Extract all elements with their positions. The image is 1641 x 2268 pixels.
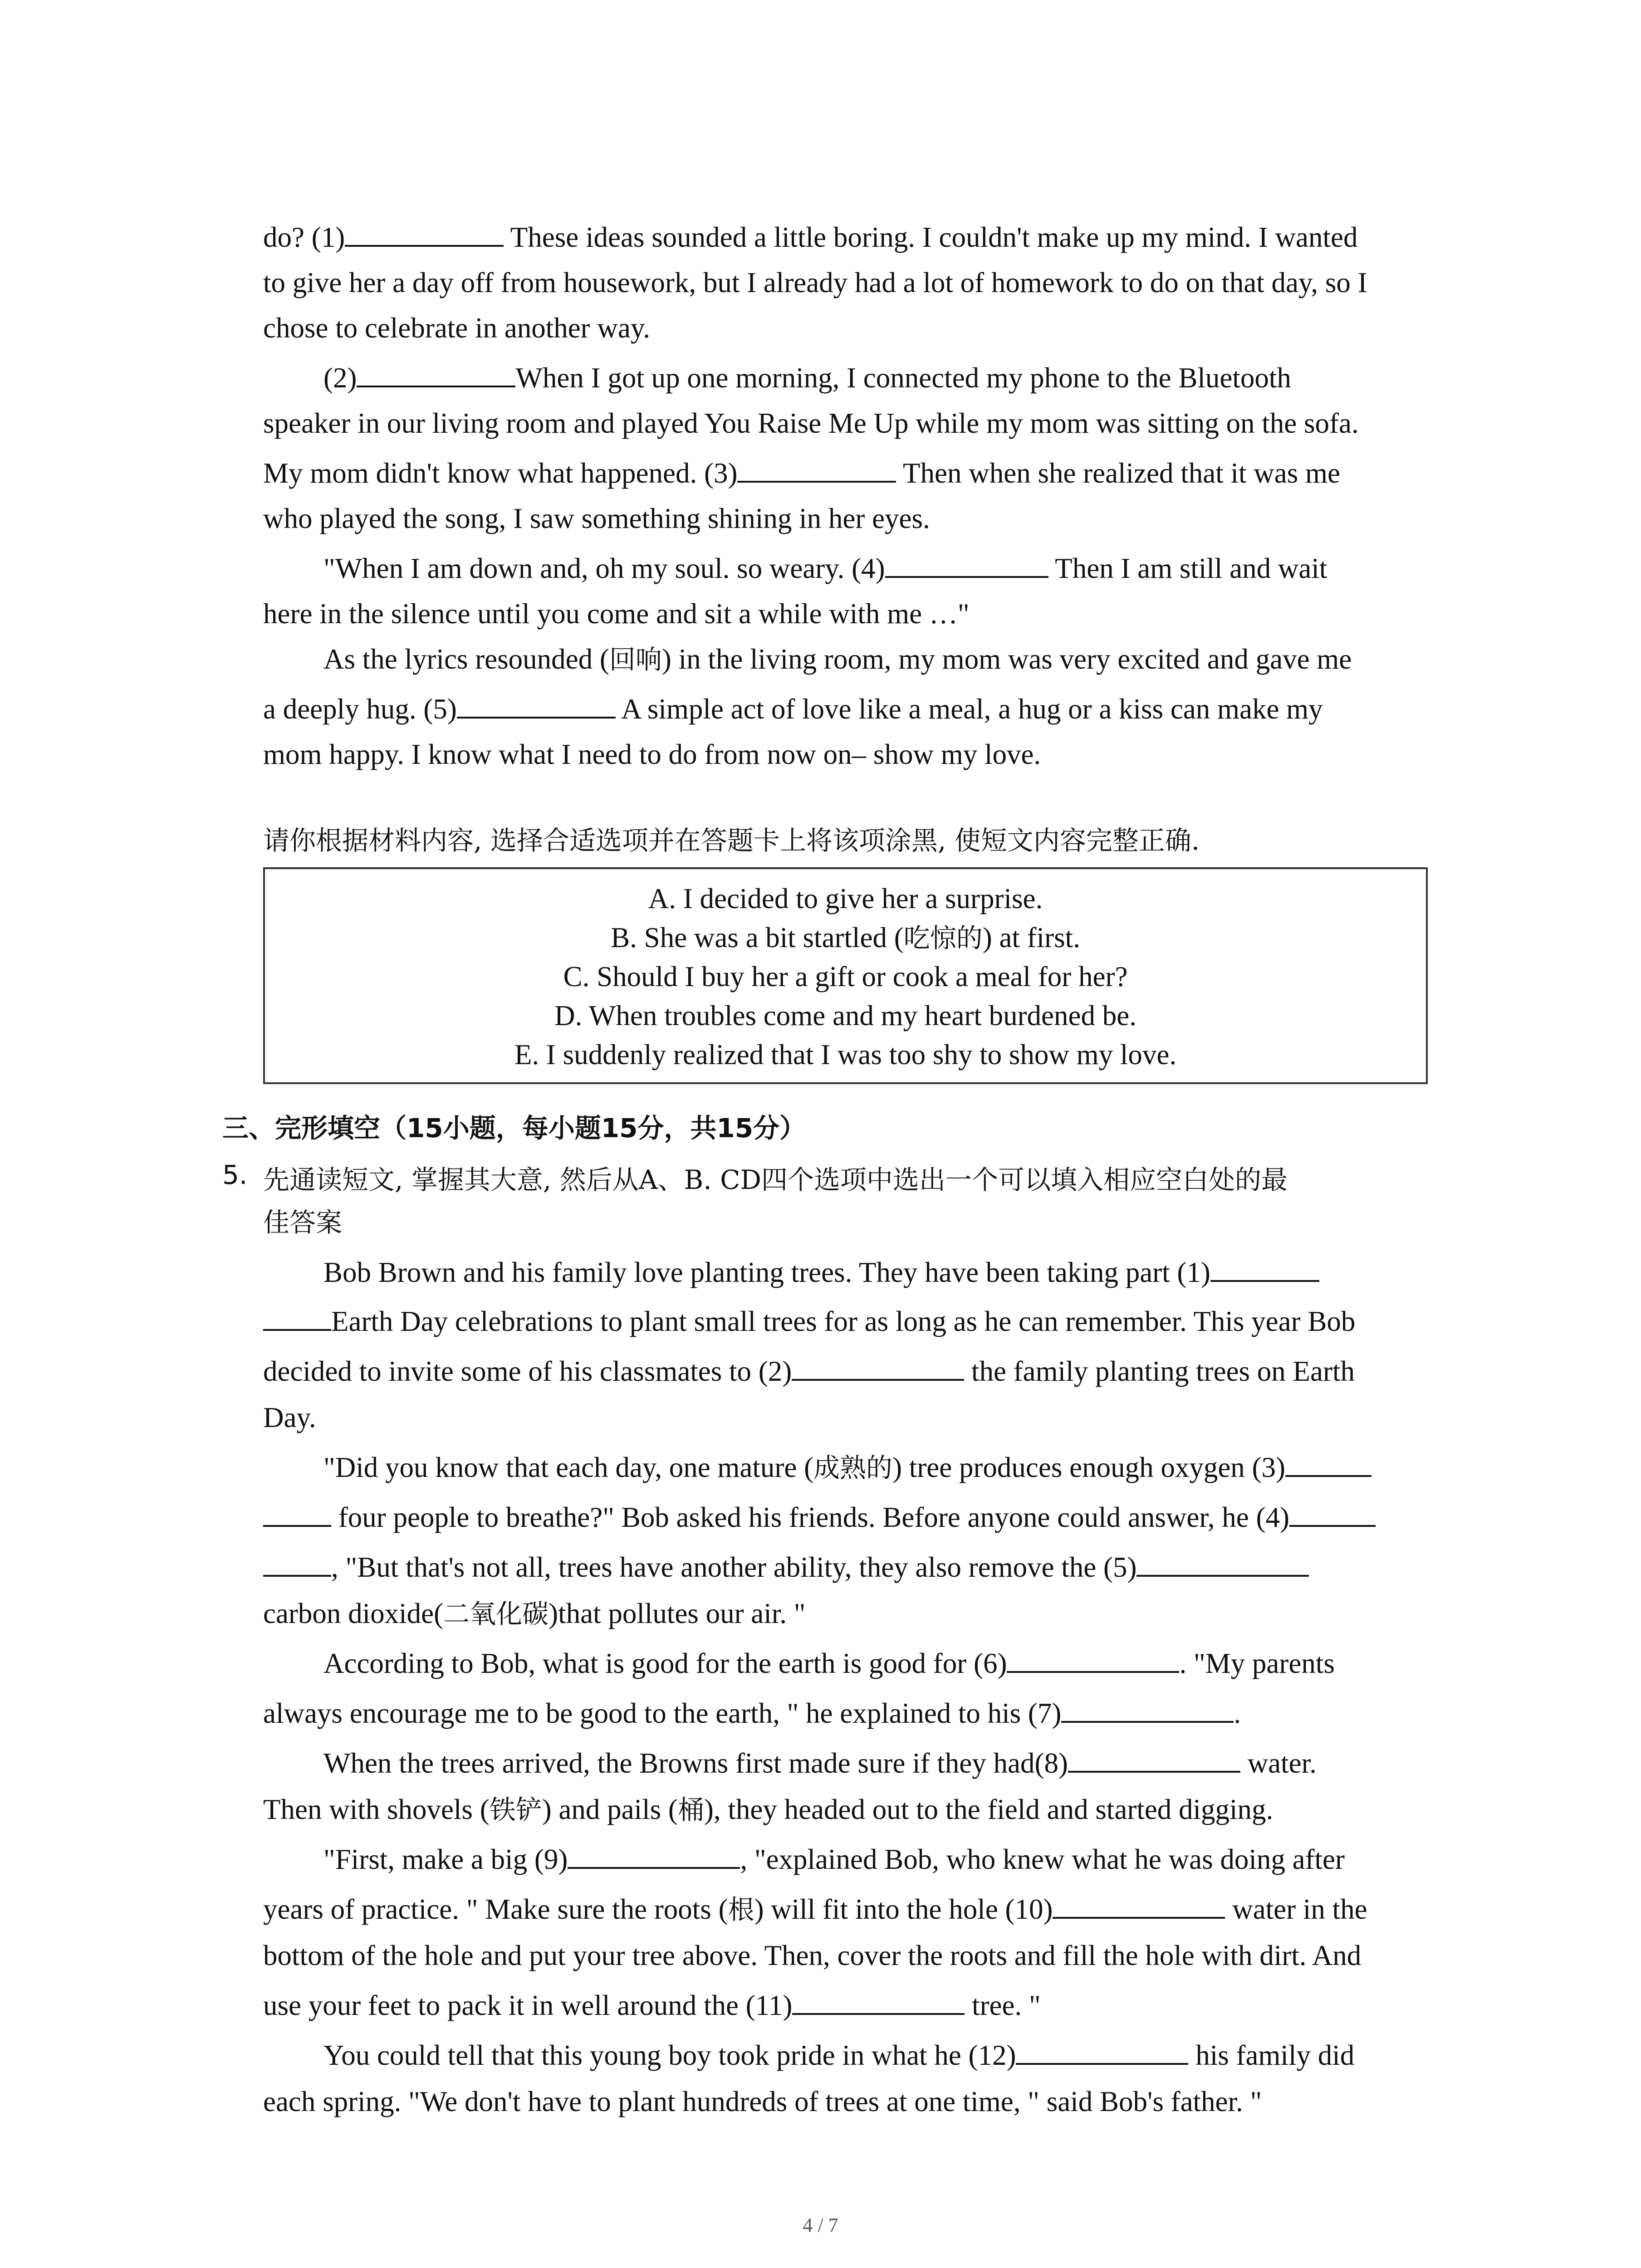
q5-prompt-line-2: 佳答案 — [263, 1207, 343, 1238]
blank-3-b — [263, 1500, 331, 1527]
p1-line-11: a deeply hug. (5) A simple act of love like a meal, a hug or a kiss can make my — [263, 689, 1323, 729]
p2-line-14: years of practice. " Make sure the roots (根) will fit into the hole (10) water in the — [263, 1889, 1367, 1930]
question-number: 5. — [222, 1159, 248, 1190]
q5-prompt-line-1: 先通读短文, 掌握其大意, 然后从A、B. CD四个选项中选出一个可以填入相应空白处的最 — [263, 1164, 1288, 1195]
p2-line-1: Bob Brown and his family love planting trees. They have been taking part (1) — [323, 1252, 1319, 1293]
p2-line-10: always encourage me to be good to the earth, " he explained to his (7) . — [263, 1693, 1241, 1734]
p2-line-4: Day. — [263, 1402, 316, 1433]
p2-line-7: , "But that's not all, trees have another ability, they also remove the (5) — [263, 1547, 1309, 1588]
section-3-title: 三、完形填空（15小题，每小题15分，共15分） — [222, 1113, 806, 1144]
blank-2 — [357, 360, 515, 387]
p2-line-6: four people to breathe?" Bob asked his friends. Before anyone could answer, he (4) — [263, 1497, 1376, 1538]
blank-6 — [1007, 1646, 1179, 1673]
blank-5 — [1136, 1549, 1309, 1577]
p2-line-13: "First, make a big (9) , "explained Bob, who knew what he was doing after — [323, 1839, 1345, 1880]
p2-line-16: use your feet to pack it in well around the (11) tree. " — [263, 1985, 1041, 2026]
option-a: A. I decided to give her a surprise. — [648, 883, 1043, 914]
blank-1 — [345, 220, 504, 247]
option-e: E. I suddenly realized that I was too shy to show my love. — [514, 1039, 1177, 1070]
question-5 — [222, 1159, 247, 1190]
p2-line-15: bottom of the hole and put your tree above. Then, cover the roots and fill the hole with dirt. And — [263, 1940, 1362, 1971]
p2-line-12: Then with shovels (铁铲) and pails (桶), they headed out to the field and started digging. — [263, 1794, 1274, 1825]
blank-11 — [792, 1988, 965, 2015]
p2-line-2: Earth Day celebrations to plant small trees for as long as he can remember. This year Bob — [263, 1301, 1355, 1342]
blank-3 — [737, 455, 896, 483]
p2-line-3: decided to invite some of his classmates to (2) the family planting trees on Earth — [263, 1351, 1355, 1392]
p1-line-1: do? (1) These ideas sounded a little boring. I couldn't make up my mind. I wanted — [263, 217, 1357, 258]
blank-3-a — [1285, 1450, 1372, 1477]
blank-4-b — [263, 1549, 331, 1577]
blank-10 — [1053, 1892, 1225, 1919]
option-b: B. She was a bit startled (吃惊的) at first. — [611, 922, 1080, 953]
blank-12 — [1016, 2038, 1188, 2065]
p1-line-12: mom happy. I know what I need to do from now on– show my love. — [263, 738, 1041, 770]
blank-9 — [568, 1842, 740, 1869]
p1-line-3: chose to celebrate in another way. — [263, 312, 651, 344]
blank-7 — [1061, 1696, 1234, 1723]
p2-line-11: When the trees arrived, the Browns first made sure if they had(8) water. — [323, 1743, 1317, 1784]
blank-4 — [885, 551, 1048, 578]
blank-1-b — [263, 1304, 331, 1331]
p2-line-9: According to Bob, what is good for the earth is good for (6) . "My parents — [323, 1643, 1335, 1684]
page-number: 4 / 7 — [803, 2214, 838, 2236]
option-c: C. Should I buy her a gift or cook a meal for her? — [563, 961, 1128, 992]
option-d: D. When troubles come and my heart burdened be. — [554, 1000, 1136, 1031]
p1-line-4: (2) When I got up one morning, I connected my phone to the Bluetooth — [323, 357, 1291, 398]
options-box — [263, 867, 1428, 1084]
p1-line-2: to give her a day off from housework, but I already had a lot of homework to do on that day, so I — [263, 267, 1367, 298]
p2-line-18: each spring. "We don't have to plant hundreds of trees at one time, " said Bob's father. " — [263, 2086, 1262, 2117]
blank-1-a — [1210, 1255, 1319, 1282]
p2-line-17: You could tell that this young boy took pride in what he (12) his family did — [323, 2035, 1354, 2076]
blank-5 — [457, 691, 616, 719]
p2-line-8: carbon dioxide(二氧化碳)that pollutes our air. " — [263, 1598, 806, 1629]
blank-8 — [1068, 1745, 1240, 1773]
instruction: 请你根据材料内容, 选择合适选项并在答题卡上将该项涂黑, 使短文内容完整正确. — [263, 825, 1200, 856]
blank-4-a — [1289, 1500, 1376, 1527]
p1-line-7: who played the song, I saw something shining in her eyes. — [263, 503, 930, 534]
blank-2 — [792, 1354, 964, 1381]
p1-line-6: My mom didn't know what happened. (3) Then when she realized that it was me — [263, 453, 1340, 494]
p1-line-5: speaker in our living room and played You Raise Me Up while my mom was sitting on the sofa. — [263, 407, 1359, 439]
p1-line-9: here in the silence until you come and sit a while with me …" — [263, 598, 970, 630]
p1-line-10: As the lyrics resounded (回响) in the living room, my mom was very excited and gave me — [323, 643, 1352, 675]
p1-line-8: "When I am down and, oh my soul. so weary. (4) Then I am still and wait — [323, 548, 1327, 589]
p2-line-5: "Did you know that each day, one mature (成熟的) tree produces enough oxygen (3) — [323, 1447, 1372, 1488]
